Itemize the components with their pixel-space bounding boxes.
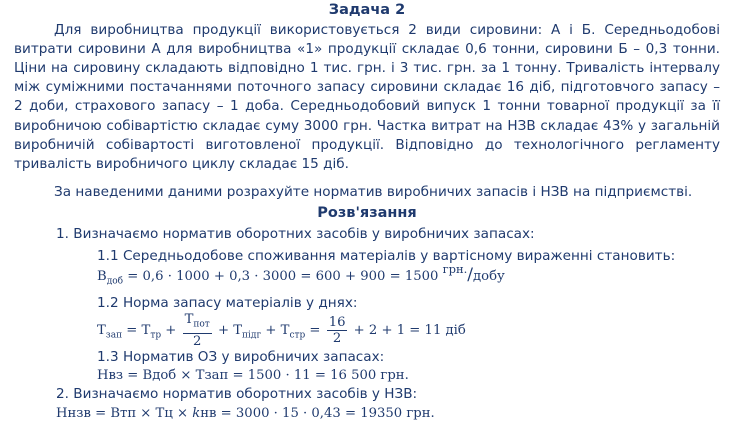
task-paragraph-line: виробничою собівартістю складає суму 3000 грн. Частка витрат на НЗВ складає 43% у загальній — [14, 118, 720, 134]
formula-lhs-subscript: доб — [106, 276, 124, 287]
subscript-tr: тр — [150, 330, 162, 341]
unit-slash: / — [467, 265, 474, 285]
task-paragraph-line: тривалість виробничого циклу складає 15 діб. — [14, 156, 350, 172]
unit-numerator: грн. — [442, 262, 468, 276]
step-2-heading: 2. Визначаємо норматив оборотних засобів у НЗВ: — [56, 386, 418, 402]
task-paragraph-line: Для виробництва продукції використовується 2 види сировини: А і Б. Середньодобові — [54, 22, 720, 38]
symbol-t: Т — [141, 322, 151, 338]
step-1-2-heading: 1.2 Норма запасу матеріалів у днях: — [97, 295, 358, 311]
formula-daily-consumption — [97, 262, 505, 292]
symbol-t: Т — [97, 322, 106, 338]
formula-wip-start: Ннзв = Втп × Тц × — [56, 406, 193, 421]
task-paragraph-line: Ціни на сировину складають відповідно 1 тис. грн. і 3 тис. грн. за 1 тонну. Тривалість інтервалу — [14, 60, 720, 76]
plus-sign: + — [217, 322, 230, 338]
unit-denominator: добу — [473, 269, 505, 284]
fraction-denominator: 2 — [192, 333, 202, 349]
fraction-sixteen-halves — [327, 315, 348, 346]
plus-sign: + — [165, 322, 177, 338]
task-paragraph-line: 2 доби, страхового запасу – 1 доба. Середньодобовий випуск 1 тонни товарної продукції за її — [14, 98, 720, 114]
solution-title: Розв'язання — [317, 205, 417, 221]
subscript-str: стр — [289, 330, 306, 341]
plus-sign: + — [265, 322, 277, 338]
formula-stock-norm — [97, 312, 466, 351]
subscript-pidg: підг — [242, 330, 262, 341]
task-paragraph-line: витрати сировини А для виробництва «1» продукції складає 0,6 тонни, сировини Б – 0,3 тонни. — [14, 41, 720, 57]
task-paragraph-line: виробничій собівартості виготовленої продукції. Відповідно до технологічного регламенту — [14, 137, 720, 153]
fraction-current-stock — [183, 312, 212, 349]
formula-rhs: = 0,6 · 1000 + 0,3 · 3000 = 600 + 900 = 1500 — [123, 269, 443, 284]
symbol-t: Т — [280, 322, 290, 338]
step-1-3-heading: 1.3 Норматив ОЗ у виробничих запасах: — [97, 349, 385, 365]
equals-sign: = — [126, 322, 138, 338]
task-paragraph-line: між суміжними постачаннями поточного запасу сировини складає 16 діб, підготовчого запасу – — [14, 79, 720, 95]
equals-sign: = — [309, 322, 321, 338]
step-1-1-heading: 1.1 Середньодобове споживання матеріалів у вартісному вираженні становить: — [97, 248, 676, 264]
formula-wip-norm — [56, 404, 435, 423]
symbol-t: Т — [233, 322, 243, 338]
formula-lhs: В — [97, 269, 107, 284]
fraction-denominator: 2 — [332, 330, 342, 346]
subscript-zap: зап — [105, 330, 123, 341]
step-1-heading: 1. Визначаємо норматив оборотних засобів у виробничих запасах: — [56, 226, 535, 242]
fraction-numerator: $Т_{пот}$ — [183, 312, 212, 334]
fraction-numerator: 16 — [328, 314, 346, 330]
formula-production-stock: Нвз = Вдоб × Тзап = 1500 · 11 = 16 500 грн. — [97, 368, 409, 383]
formula-tail: + 2 + 1 = 11 діб — [349, 322, 466, 338]
task-question: За наведеними даними розрахуйте норматив виробничих запасів і НЗВ на підприємстві. — [54, 184, 693, 200]
formula-wip-k: k — [192, 406, 201, 421]
formula-wip-end: нв = 3000 · 15 · 0,43 = 19350 грн. — [200, 406, 435, 421]
task-title: Задача 2 — [328, 2, 406, 18]
